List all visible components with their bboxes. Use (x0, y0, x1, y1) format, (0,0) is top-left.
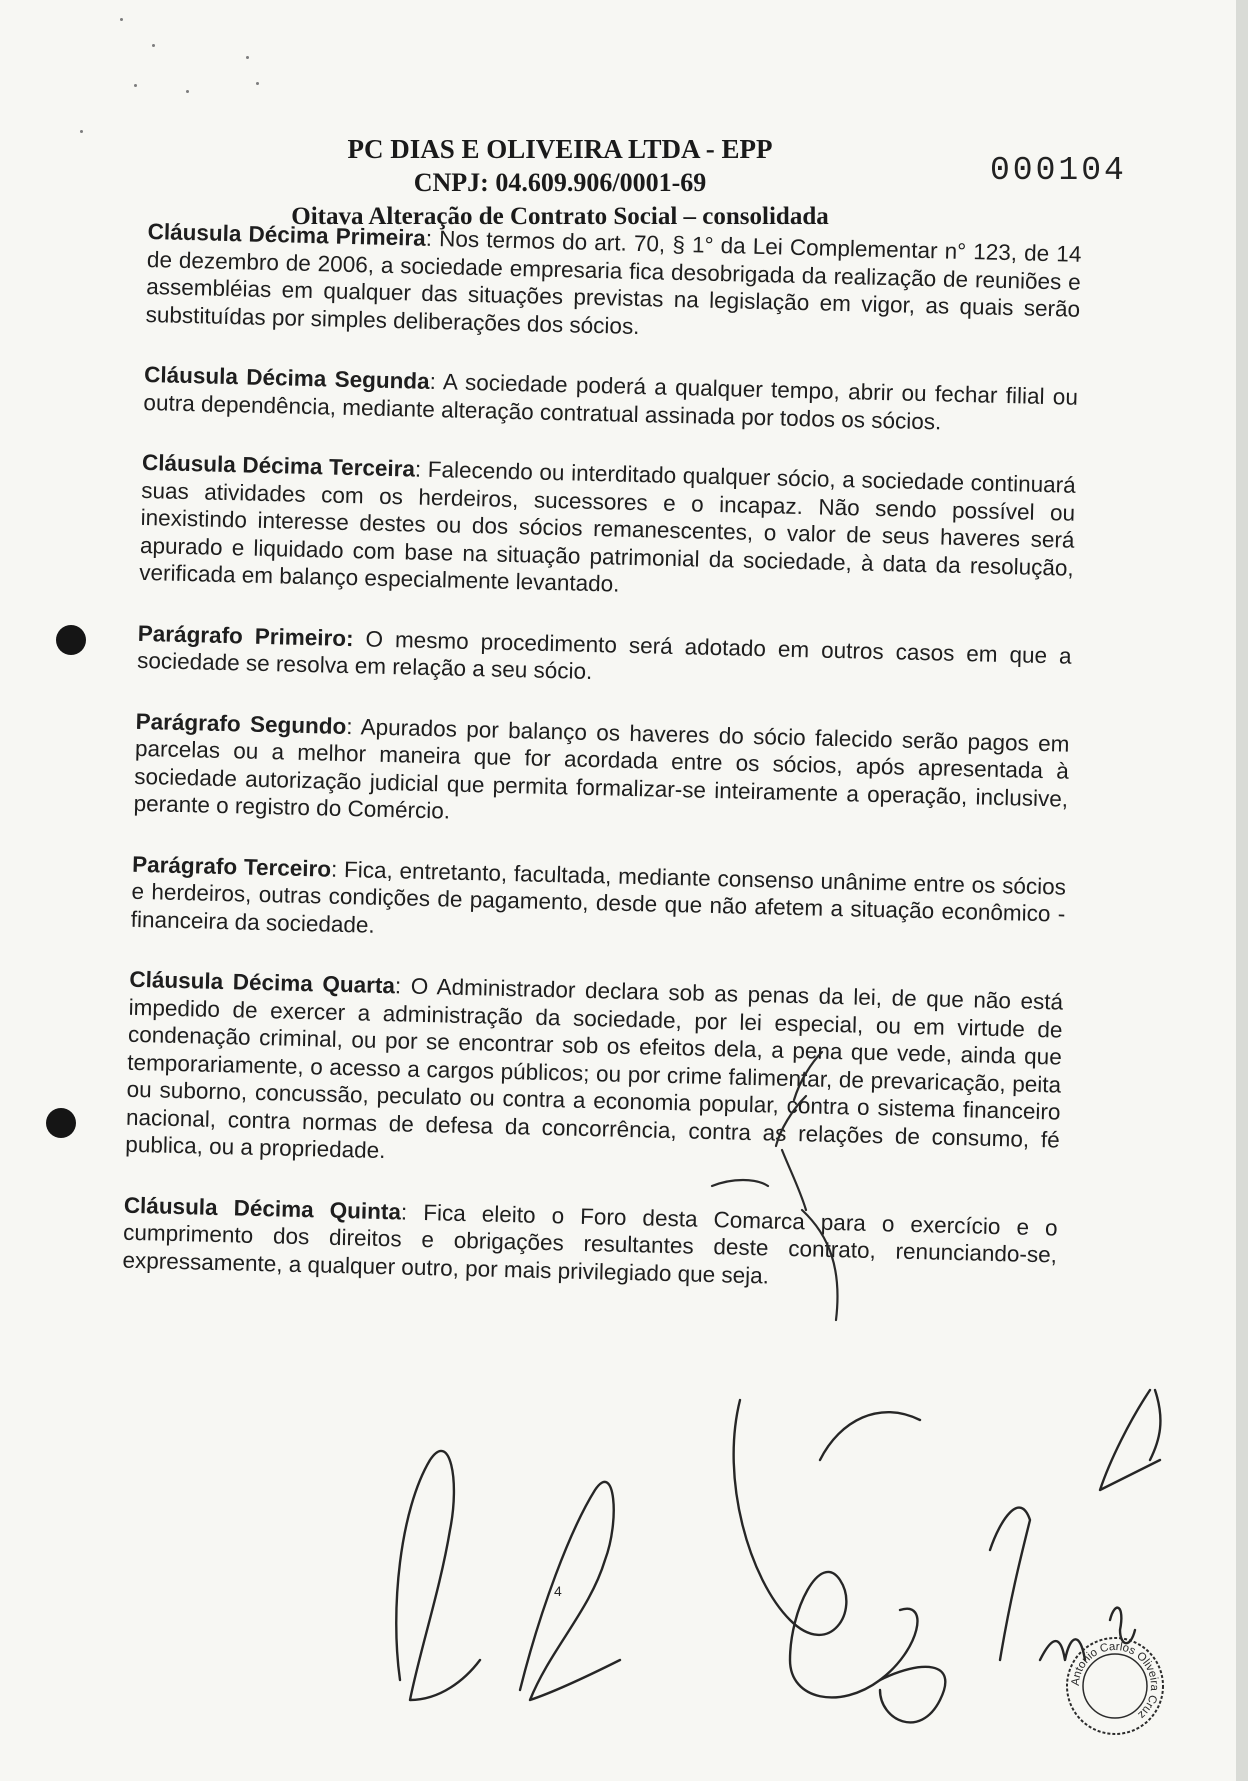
company-name: PC DIAS E OLIVEIRA LTDA - EPP (347, 134, 773, 164)
clause-text: : Falecendo ou interditado qualquer sócio, a sociedade continuará suas atividades com os herdeiros, sucessores e o incapaz. Não sendo possível ou inexistindo interesse destes ou dos sócios remanescentes, o valor de seus haveres será apurado e liquidado com base na situação patrimonial da sociedade, à data da resolução, verificada em balanço especialmente levantado. (139, 456, 1077, 597)
signature-6 (1100, 1390, 1160, 1490)
clause-text: : Fica, entretanto, facultada, mediante consenso unânime entre os sócios e herdeiros, outras condições de pagamento, desde que não afetem a situação econômico - financeira da sociedade. (130, 856, 1067, 938)
signature-3 (734, 1400, 920, 1697)
clause-title: Cláusula Décima Segunda (143, 361, 430, 394)
page-mark: 4 (554, 1583, 562, 1599)
clause-text: O mesmo procedimento será adotado em outros casos em que a sociedade se resolva em relação a seu sócio. (136, 625, 1072, 684)
clause-text: : Fica eleito o Foro desta Comarca para o exercício e o cumprimento dos direitos e obrigações resultantes deste contrato, renunciando-se, expressamente, a qualquer outro, por mais privilegiado que seja. (122, 1198, 1058, 1288)
clause-title: Parágrafo Primeiro: (137, 620, 354, 651)
clause-title: Parágrafo Terceiro (131, 851, 332, 882)
signature-2 (520, 1482, 620, 1700)
clause-text: : O Administrador declara sob as penas da lei, de que não está impedido de exercer a administração da sociedade, por lei especial, ou em virtude de condenação criminal, ou por se encontrar sob os efeitos dela, a pena que vede, ainda que temporariamente, o acesso a cargos públicos; ou por crime falimentar, de prevaricação, peita ou suborno, concussão, peculato ou contra a economia popular, contra o sistema financeiro nacional, contra normas de defesa da concorrência, contra as relações de consumo, fé publica, ou a propriedade. (125, 973, 1064, 1164)
signature-4 (990, 1508, 1030, 1660)
clause-text: : A sociedade poderá a qualquer tempo, abrir ou fechar filial ou outra dependência, mediante alteração contratual assinada por todos os sócios. (143, 368, 1079, 434)
notary-seal (1062, 1633, 1168, 1739)
seal-text: Antonio Carlos Oliveira Cruz (1069, 1640, 1161, 1721)
signature-3-loop (880, 1667, 945, 1723)
clause-title: Cláusula Décima Primeira (147, 218, 427, 251)
clause-text: : Nos termos do art. 70, § 1° da Lei Complementar n° 123, de 14 de dezembro de 2006, a sociedade empresaria fica desobrigada da realização de reuniões e assembléias em qualquer das situações previstas na legislação em vigor, as quais serão substituídas por simples deliberações dos sócios. (145, 225, 1082, 339)
strike-mark (776, 1052, 838, 1320)
clause-title: Cláusula Décima Terceira (141, 449, 416, 482)
clause-text: : Apurados por balanço os haveres do sócio falecido serão pagos em parcelas ou a melhor maneira que for acordada entre os sócios, após apresentada à sociedade autorização judicial que permita formalizar-se inteiramente a operação, inclusive, perante o registro do Comércio. (133, 713, 1070, 824)
strike-mark (712, 1180, 768, 1186)
page-number-stamp: 000104 (990, 152, 1127, 189)
clause-title: Cláusula Décima Quarta (129, 966, 396, 999)
scan-edge (1236, 0, 1248, 1781)
clause-title: Parágrafo Segundo (135, 708, 347, 739)
clause-title: Cláusula Décima Quinta (123, 1192, 402, 1224)
signature-1 (396, 1451, 480, 1700)
company-cnpj: CNPJ: 04.609.906/0001-69 (413, 168, 707, 197)
seal-icon (1062, 1633, 1168, 1739)
document-subtitle: Oitava Alteração de Contrato Social – consolidada (291, 203, 829, 230)
